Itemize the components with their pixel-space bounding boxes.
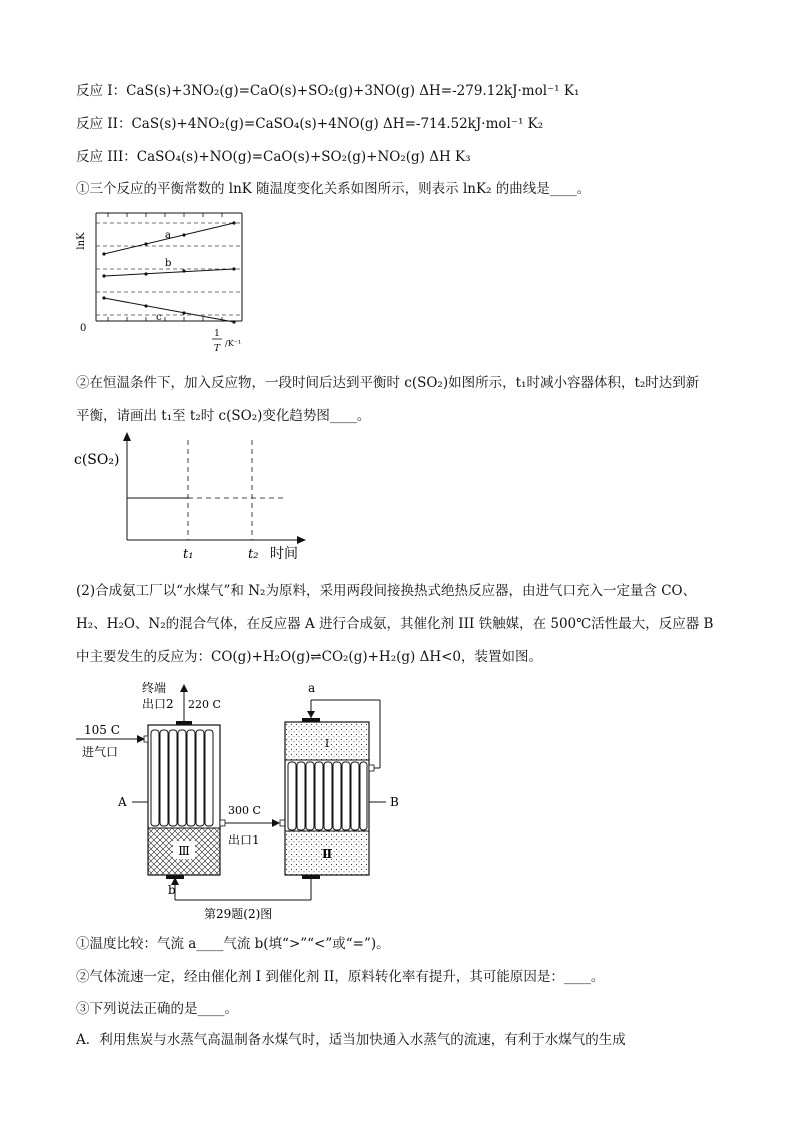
temp-105: 105 C [84,723,120,737]
so2-graph [70,430,320,565]
reaction-1 [76,82,579,100]
question-2-line1: ②在恒温条件下，加入反应物，一段时间后达到平衡时 c(SO₂)如图所示，t₁时减小容器体积，t₂时达到新 [76,375,700,391]
reactor-B-label: B [390,795,399,809]
curve-b-label: b [165,258,172,269]
reaction-2 [76,115,543,133]
so2-x-arrow [297,536,306,544]
part2-line3: 中主要发生的反应为：CO(g)+H₂O(g)⇌CO₂(g)+H₂(g) ΔH<0，装置如图。 [76,649,542,665]
lnk-y-label: lnK [76,232,87,250]
reactor-apparatus [70,678,400,928]
reaction-3-label: 反应 III： [76,149,137,165]
outlet-2-label-2: 出口2 [142,697,174,711]
catalyst-III-label: Ⅲ [178,844,190,858]
t1-label: t₁ [183,547,194,562]
question-2-line2: 平衡，请画出 t₁至 t₂时 c(SO₂)变化趋势图____。 [76,408,371,424]
reaction-1-equation: CaS(s)+3NO₂(g)=CaO(s)+SO₂(g)+3NO(g) ΔH=-279.12kJ·mol⁻¹ K₁ [126,83,580,99]
reactor-A-label: A [118,795,127,809]
catalyst-I-label: Ⅰ [324,737,330,750]
catalyst-II-label: Ⅱ [321,847,333,861]
lnk-graph [70,205,260,360]
lnk-zero-label: 0 [80,323,87,334]
part2-line2: H₂、H₂O、N₂的混合气体，在反应器 A 进行合成氨，其催化剂 III 铁触媒，在 500℃活性最大，反应器 B [76,616,714,632]
question-lnK2: ①三个反应的平衡常数的 lnK 随温度变化关系如图所示，则表示 lnK₂ 的曲线是____。 [76,181,591,197]
lnk-x-num: 1 [214,329,220,339]
option-A: A．利用焦炭与水蒸气高温制备水煤气时，适当加快通入水蒸气的流速，有利于水煤气的生成 [76,1032,626,1048]
gas-a-label: a [308,681,316,695]
so2-x-label: 时间 [270,546,298,562]
gas-a-arrow [307,711,315,718]
reaction-2-equation: CaS(s)+4NO₂(g)=CaSO₄(s)+4NO(g) ΔH=-714.52kJ·mol⁻¹ K₂ [131,116,544,132]
lnk-x-den: T [213,344,221,354]
reaction-2-label: 反应 II： [76,116,132,132]
reaction-1-label: 反应 I： [76,83,127,99]
outlet-2-label-1: 终端 [142,681,167,695]
so2-y-label: c(SO₂) [74,452,120,468]
question-correct-statement: ③下列说法正确的是____。 [76,1001,238,1017]
outlet-1-arrow [272,819,280,827]
curve-a-label: a [165,230,171,241]
outlet-2-arrow [180,684,188,692]
curve-b [104,269,234,276]
inlet-label: 进气口 [82,745,119,759]
temp-220: 220 C [188,698,221,711]
temp-300: 300 C [228,804,261,817]
apparatus-caption: 第29题(2)图 [204,907,273,921]
t2-label: t₂ [248,547,259,562]
part2-line1: (2)合成氨工厂以“水煤气”和 N₂为原料，采用两段间接换热式绝热反应器，由进气口充入一定量含 CO、 [76,583,697,599]
lnk-x-unit: /K⁻¹ [225,339,242,348]
curve-c [104,298,234,322]
outlet-1-label: 出口1 [228,833,260,847]
curve-c-label: c [156,312,162,323]
reaction-3 [76,148,471,166]
gas-b-label: b [168,883,176,897]
question-conversion: ②气体流速一定，经由催化剂 I 到催化剂 II，原料转化率有提升，其可能原因是：____。 [76,969,605,985]
reaction-3-equation: CaSO₄(s)+NO(g)=CaO(s)+SO₂(g)+NO₂(g) ΔH K₃ [136,149,471,165]
so2-y-arrow [123,432,131,441]
question-temperature: ①温度比较：气流 a____气流 b(填“>”“<”或“=”)。 [76,936,390,952]
